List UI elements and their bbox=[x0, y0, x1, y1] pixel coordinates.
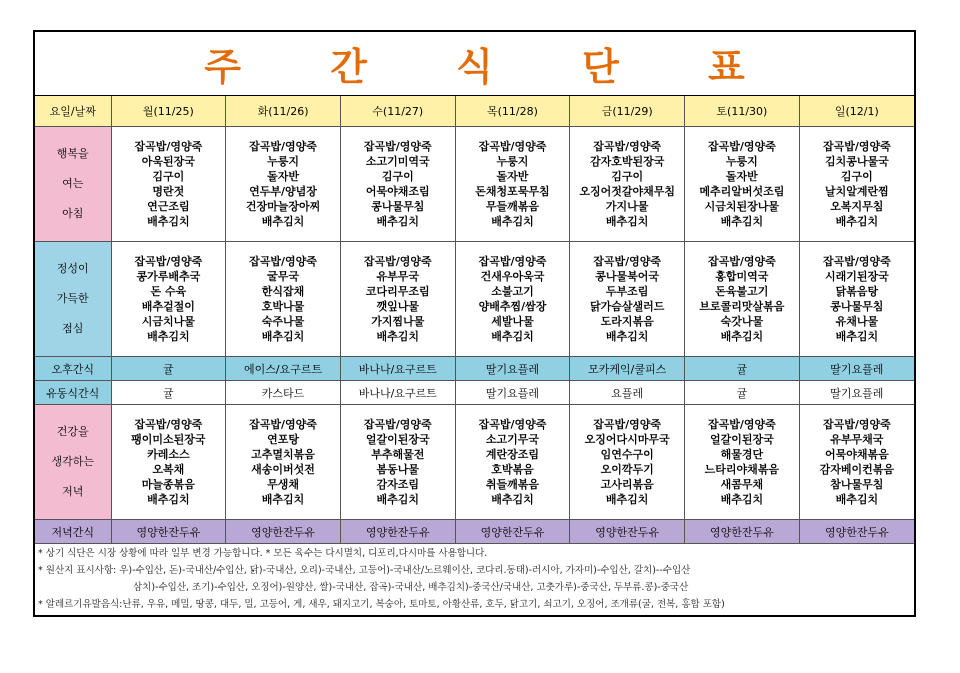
snack-cell: 바나나/요구르트 bbox=[340, 381, 455, 405]
menu-item: 잡곡밥/영양죽 bbox=[822, 140, 891, 153]
menu-item: 유부무국 bbox=[376, 270, 420, 283]
menu-item: 고사리볶음 bbox=[600, 478, 654, 491]
menu-item: 배추김치 bbox=[605, 493, 649, 506]
menu-item: 돈육불고기 bbox=[715, 285, 769, 298]
menu-item: 잡곡밥/영양죽 bbox=[249, 418, 317, 431]
weekly-menu-sheet bbox=[33, 30, 916, 617]
dinner-label bbox=[35, 405, 111, 520]
menu-item: 명란젓 bbox=[152, 185, 185, 198]
menu-item: 돌자반 bbox=[496, 170, 529, 183]
night-snack-row bbox=[35, 520, 914, 544]
menu-item: 건장마늘장아찌 bbox=[245, 200, 321, 213]
menu-item: 배추김치 bbox=[376, 493, 420, 506]
menu-item: 배추김치 bbox=[605, 330, 649, 343]
menu-item: 배추김치 bbox=[605, 215, 649, 228]
breakfast-row bbox=[35, 127, 914, 242]
menu-item: 닭가슴살샐러드 bbox=[589, 300, 665, 313]
menu-item: 숙주나물 bbox=[261, 315, 305, 328]
dinner-cell bbox=[226, 405, 341, 520]
day-header: 토(11/30) bbox=[685, 96, 800, 127]
lunch-cell bbox=[799, 242, 914, 357]
snack-cell: 영양한잔두유 bbox=[111, 520, 226, 544]
menu-item: 참나물무침 bbox=[830, 478, 884, 491]
snack-cell: 영양한잔두유 bbox=[570, 520, 685, 544]
menu-item: 잡곡밥/영양죽 bbox=[822, 255, 891, 268]
snack-cell: 딸기요플레 bbox=[455, 381, 570, 405]
menu-item: 잡곡밥/영양죽 bbox=[134, 140, 203, 153]
afternoon-snack-label: 오후간식 bbox=[35, 357, 111, 381]
menu-item: 부추해물전 bbox=[371, 448, 425, 461]
breakfast-cell bbox=[226, 127, 341, 242]
lunch-label bbox=[35, 242, 111, 357]
menu-item: 유부무채국 bbox=[830, 433, 884, 446]
menu-item: 아욱된장국 bbox=[141, 155, 195, 168]
day-header: 수(11/27) bbox=[340, 96, 455, 127]
menu-item: 소고기미역국 bbox=[365, 155, 430, 168]
lunch-cell bbox=[340, 242, 455, 357]
menu-item: 오징어다시마무국 bbox=[584, 433, 670, 446]
day-header: 목(11/28) bbox=[455, 96, 570, 127]
menu-item: 연근조림 bbox=[147, 200, 190, 213]
menu-item: 잡곡밥/영양죽 bbox=[707, 140, 776, 153]
menu-item: 잡곡밥/영양죽 bbox=[478, 140, 547, 153]
menu-item: 잡곡밥/영양죽 bbox=[593, 418, 662, 431]
dinner-cell bbox=[570, 405, 685, 520]
menu-item: 잡곡밥/영양죽 bbox=[707, 418, 776, 431]
menu-item: 배추김치 bbox=[491, 330, 534, 343]
night-snack-label: 저녁간식 bbox=[35, 520, 111, 544]
menu-item: 소불고기 bbox=[491, 285, 534, 298]
snack-cell: 귤 bbox=[111, 381, 226, 405]
menu-item: 마늘종볶음 bbox=[141, 478, 195, 491]
label-line: 정성이 bbox=[56, 262, 89, 275]
menu-item: 시금치나물 bbox=[141, 315, 195, 328]
fluid-snack-row bbox=[35, 381, 914, 405]
menu-item: 굴무국 bbox=[267, 270, 299, 283]
dinner-cell bbox=[111, 405, 226, 520]
menu-item: 잡곡밥/영양죽 bbox=[707, 255, 776, 268]
dinner-row bbox=[35, 405, 914, 520]
menu-item: 배추김치 bbox=[720, 215, 764, 228]
menu-item: 팽이미소된장국 bbox=[131, 433, 206, 446]
menu-item: 어묵야채볶음 bbox=[824, 448, 889, 461]
menu-item: 배추김치 bbox=[720, 330, 764, 343]
label-line: 저녁 bbox=[62, 485, 84, 498]
menu-item: 연두부/양념장 bbox=[249, 185, 317, 198]
menu-item: 배추김치 bbox=[491, 493, 534, 506]
day-header: 월(11/25) bbox=[111, 96, 226, 127]
menu-item: 돈 수육 bbox=[150, 285, 187, 298]
menu-item: 잡곡밥/영양죽 bbox=[363, 140, 432, 153]
menu-item: 깻잎나물 bbox=[376, 300, 420, 313]
breakfast-cell bbox=[111, 127, 226, 242]
menu-item: 오복채 bbox=[152, 463, 185, 476]
breakfast-label bbox=[35, 127, 111, 242]
snack-cell: 귤 bbox=[111, 357, 226, 381]
menu-item: 호박나물 bbox=[261, 300, 305, 313]
menu-item: 잡곡밥/영양죽 bbox=[134, 255, 203, 268]
snack-cell: 영양한잔두유 bbox=[226, 520, 341, 544]
menu-item: 시금치된장나물 bbox=[704, 200, 780, 213]
menu-item: 배추김치 bbox=[835, 330, 879, 343]
menu-item: 배추김치 bbox=[491, 215, 534, 228]
snack-cell: 카스타드 bbox=[226, 381, 341, 405]
snack-cell: 바나나/요구르트 bbox=[340, 357, 455, 381]
note-line: * 원산지 표시사항: 우)-수입산, 돈)-국내산/수입산, 닭)-국내산, 오리)-국내산, 고등어)-국내산/노르웨이산, 코다리.동태)-러시아, 가자미)-수입산, 갈치)--수입산 bbox=[38, 565, 691, 576]
snack-cell: 귤 bbox=[685, 381, 800, 405]
lunch-cell bbox=[685, 242, 800, 357]
menu-item: 오이깍두기 bbox=[600, 463, 654, 476]
menu-item: 콩나물무침 bbox=[830, 300, 884, 313]
snack-cell: 영양한잔두유 bbox=[685, 520, 800, 544]
menu-item: 감자베이컨볶음 bbox=[819, 463, 895, 476]
menu-item: 잡곡밥/영양죽 bbox=[822, 418, 891, 431]
menu-item: 취들깨볶음 bbox=[485, 478, 540, 491]
menu-item: 김치콩나물국 bbox=[824, 155, 889, 168]
menu-item: 유채나물 bbox=[835, 315, 879, 328]
menu-table bbox=[35, 96, 914, 544]
menu-item: 얼갈이된장국 bbox=[709, 433, 774, 446]
menu-item: 두부조림 bbox=[605, 285, 649, 298]
menu-item: 잡곡밥/영양죽 bbox=[478, 255, 547, 268]
menu-item: 누룽지 bbox=[725, 155, 758, 168]
breakfast-cell bbox=[799, 127, 914, 242]
menu-item: 배추김치 bbox=[720, 493, 764, 506]
menu-item: 숙갓나물 bbox=[720, 315, 764, 328]
snack-cell: 모카케익/쿨피스 bbox=[570, 357, 685, 381]
menu-item: 해물경단 bbox=[720, 448, 764, 461]
menu-item: 잡곡밥/영양죽 bbox=[249, 255, 317, 268]
menu-item: 돌자반 bbox=[267, 170, 299, 183]
menu-item: 배추김치 bbox=[376, 215, 420, 228]
menu-item: 무들깨볶음 bbox=[485, 200, 540, 213]
menu-item: 누룽지 bbox=[496, 155, 529, 168]
menu-item: 배추김치 bbox=[261, 493, 305, 506]
menu-item: 새콤무채 bbox=[720, 478, 764, 491]
snack-cell: 딸기요플레 bbox=[799, 381, 914, 405]
menu-item: 소고기무국 bbox=[485, 433, 540, 446]
menu-item: 잡곡밥/영양죽 bbox=[363, 418, 432, 431]
snack-cell: 요플레 bbox=[570, 381, 685, 405]
lunch-row bbox=[35, 242, 914, 357]
menu-item: 잡곡밥/영양죽 bbox=[478, 418, 547, 431]
lunch-cell bbox=[455, 242, 570, 357]
menu-item: 닭볶음탕 bbox=[835, 285, 879, 298]
menu-item: 브로콜리맛살볶음 bbox=[699, 300, 785, 313]
menu-item: 배추김치 bbox=[261, 215, 305, 228]
menu-item: 배추김치 bbox=[376, 330, 420, 343]
dinner-cell bbox=[455, 405, 570, 520]
label-line: 여는 bbox=[62, 177, 84, 190]
menu-item: 김구이 bbox=[611, 170, 644, 183]
menu-item: 배추김치 bbox=[147, 215, 190, 228]
header-label: 요일/날짜 bbox=[35, 96, 111, 127]
menu-item: 계란장조림 bbox=[485, 448, 540, 461]
menu-item: 세발나물 bbox=[491, 315, 534, 328]
snack-cell: 딸기요플레 bbox=[799, 357, 914, 381]
lunch-cell bbox=[226, 242, 341, 357]
menu-item: 잡곡밥/영양죽 bbox=[363, 255, 432, 268]
menu-item: 어묵야채조림 bbox=[365, 185, 430, 198]
notes-section bbox=[35, 544, 914, 615]
note-line: * 알레르기유발음식:난류, 우유, 메밀, 땅콩, 대두, 밀, 고등어, 게, 새우, 돼지고기, 복숭아, 토마토, 아황산류, 호두, 닭고기, 쇠고기, 오징어, 조개류(굴, 전복, 홍합 포함) bbox=[38, 599, 725, 610]
snack-cell: 영양한잔두유 bbox=[455, 520, 570, 544]
menu-item: 날치알계란찜 bbox=[824, 185, 889, 198]
dinner-cell bbox=[685, 405, 800, 520]
menu-item: 한식잡채 bbox=[261, 285, 305, 298]
title-row bbox=[35, 32, 914, 96]
note-line: * 상기 식단은 시장 상황에 따라 일부 변경 가능합니다. * 모든 육수는 다시멸치, 디포리,다시마를 사용합니다. bbox=[38, 548, 488, 559]
menu-item: 새송이버섯전 bbox=[251, 463, 315, 476]
afternoon-snack-row bbox=[35, 357, 914, 381]
menu-item: 배추김치 bbox=[261, 330, 305, 343]
menu-item: 배추겉절이 bbox=[141, 300, 195, 313]
dinner-cell bbox=[340, 405, 455, 520]
menu-item: 오징어젓갈야채무침 bbox=[579, 185, 675, 198]
breakfast-cell bbox=[685, 127, 800, 242]
menu-item: 가지나물 bbox=[605, 200, 649, 213]
label-line: 행복을 bbox=[56, 147, 89, 160]
label-line: 생각하는 bbox=[51, 455, 94, 468]
header-row bbox=[35, 96, 914, 127]
page-title: 주 간 식 단 표 bbox=[204, 45, 783, 89]
menu-item: 고추멸치볶음 bbox=[251, 448, 315, 461]
menu-item: 돌자반 bbox=[725, 170, 758, 183]
menu-item: 얼갈이된장국 bbox=[365, 433, 430, 446]
day-header: 화(11/26) bbox=[226, 96, 341, 127]
menu-item: 호박볶음 bbox=[491, 463, 534, 476]
menu-item: 잡곡밥/영양죽 bbox=[249, 140, 317, 153]
menu-item: 잡곡밥/영양죽 bbox=[593, 140, 662, 153]
menu-item: 감자호박된장국 bbox=[589, 155, 665, 168]
dinner-cell bbox=[799, 405, 914, 520]
menu-item: 메추리알버섯조림 bbox=[699, 185, 785, 198]
menu-item: 건새우아욱국 bbox=[480, 270, 545, 283]
snack-cell: 영양한잔두유 bbox=[799, 520, 914, 544]
menu-item: 콩나물무침 bbox=[371, 200, 425, 213]
label-line: 점심 bbox=[62, 322, 84, 335]
breakfast-cell bbox=[455, 127, 570, 242]
label-line: 아침 bbox=[62, 207, 84, 220]
menu-item: 연포탕 bbox=[267, 433, 299, 446]
menu-item: 감자조림 bbox=[376, 478, 420, 491]
menu-item: 무생채 bbox=[267, 478, 299, 491]
menu-item: 오복지무침 bbox=[830, 200, 884, 213]
menu-item: 돈채청포묵무침 bbox=[475, 185, 550, 198]
menu-item: 잡곡밥/영양죽 bbox=[593, 255, 662, 268]
day-header: 금(11/29) bbox=[570, 96, 685, 127]
lunch-cell bbox=[111, 242, 226, 357]
menu-item: 김구이 bbox=[381, 170, 414, 183]
menu-item: 잡곡밥/영양죽 bbox=[134, 418, 203, 431]
snack-cell: 귤 bbox=[685, 357, 800, 381]
day-header: 일(12/1) bbox=[799, 96, 914, 127]
menu-item: 김구이 bbox=[152, 170, 185, 183]
label-line: 건강을 bbox=[56, 425, 89, 438]
snack-cell: 딸기요플레 bbox=[455, 357, 570, 381]
snack-cell: 에이스/요구르트 bbox=[226, 357, 341, 381]
menu-item: 콩가루배추국 bbox=[136, 270, 201, 283]
menu-item: 가지찜나물 bbox=[371, 315, 425, 328]
menu-item: 느타리야채볶음 bbox=[704, 463, 780, 476]
menu-item: 봄동나물 bbox=[376, 463, 420, 476]
note-line: 삼치)-수입산, 조기)-수입산, 오징어)-원양산, 쌀)-국내산, 잡곡)-국내산, 배추김치)-중국산/국내산, 고춧가루)-중국산, 두부류.콩)-중국산 bbox=[133, 582, 689, 593]
breakfast-cell bbox=[340, 127, 455, 242]
menu-item: 누룽지 bbox=[267, 155, 299, 168]
menu-item: 배추김치 bbox=[147, 493, 190, 506]
menu-item: 카레소스 bbox=[147, 448, 190, 461]
menu-item: 시래기된장국 bbox=[824, 270, 889, 283]
menu-item: 김구이 bbox=[840, 170, 873, 183]
menu-item: 배추김치 bbox=[835, 493, 879, 506]
menu-item: 코다리무조림 bbox=[365, 285, 430, 298]
menu-item: 양배추찜/쌈장 bbox=[478, 300, 547, 313]
menu-item: 배추김치 bbox=[147, 330, 190, 343]
menu-item: 홍합미역국 bbox=[715, 270, 769, 283]
label-line: 가득한 bbox=[56, 292, 89, 305]
breakfast-cell bbox=[570, 127, 685, 242]
menu-item: 임연수구이 bbox=[600, 448, 654, 461]
menu-item: 콩나물북어국 bbox=[595, 270, 660, 283]
lunch-cell bbox=[570, 242, 685, 357]
menu-item: 도라지볶음 bbox=[600, 315, 654, 328]
menu-item: 배추김치 bbox=[835, 215, 879, 228]
snack-cell: 영양한잔두유 bbox=[340, 520, 455, 544]
fluid-snack-label: 유동식간식 bbox=[35, 381, 111, 405]
